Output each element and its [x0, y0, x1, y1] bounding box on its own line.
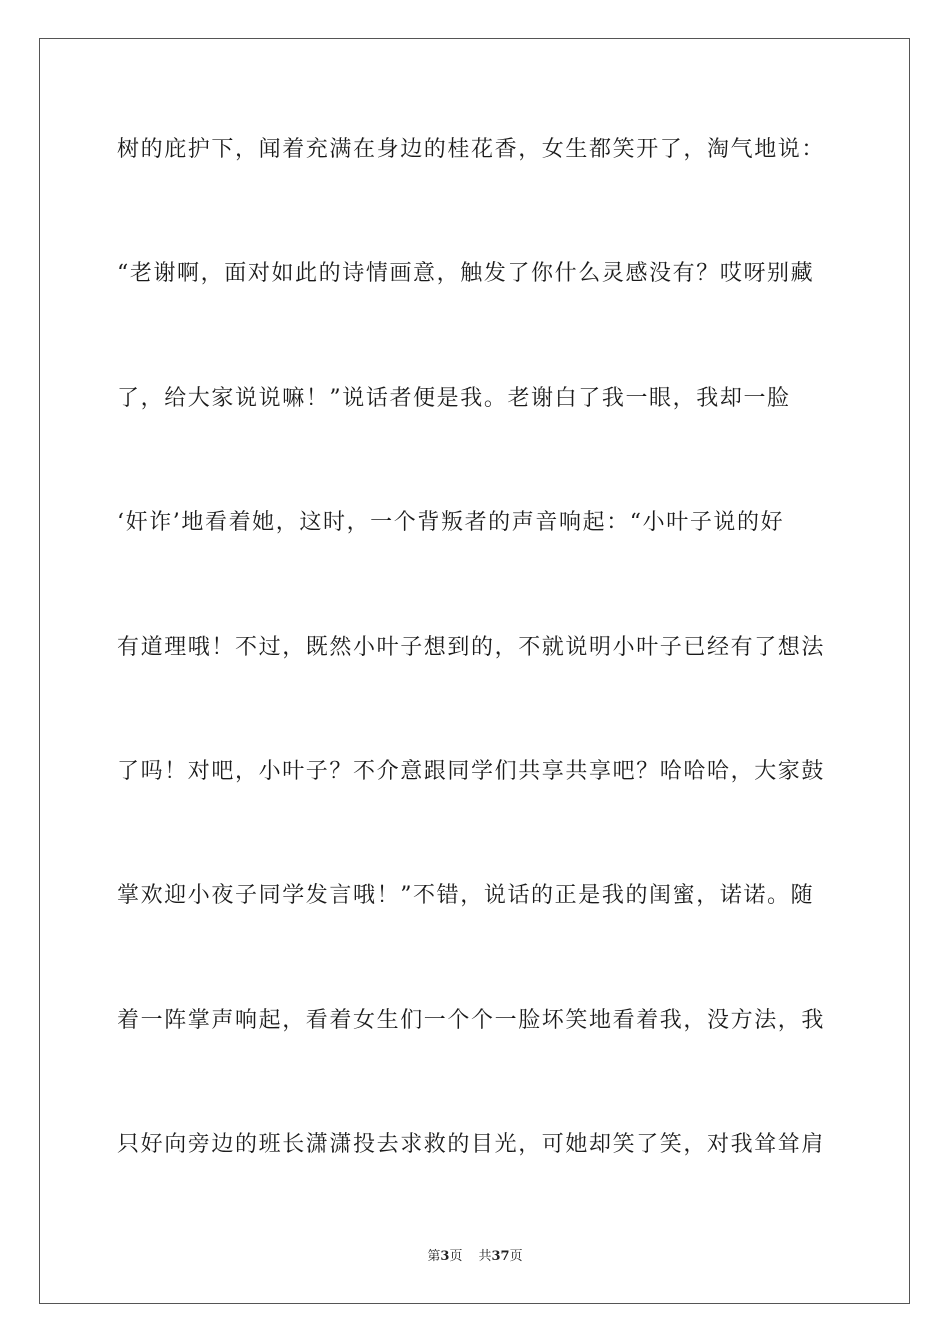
text-line: 只好向旁边的班长潇潇投去求救的目光，可她却笑了笑，对我耸耸肩	[117, 1132, 826, 1157]
page-prefix: 第	[427, 1249, 441, 1264]
page-number: 3	[440, 1249, 450, 1264]
text-line: 有道理哦！不过，既然小叶子想到的，不就说明小叶子已经有了想法	[117, 635, 826, 660]
total-pages-indicator	[478, 1249, 522, 1264]
text-line: “老谢啊，面对如此的诗情画意，触发了你什么灵感没有？哎呀别藏	[117, 261, 815, 286]
text-line: ‘奸诈’地看着她，这时，一个背叛者的声音响起：“小叶子说的好	[117, 510, 785, 535]
page-suffix: 页	[449, 1249, 463, 1264]
text-line: 掌欢迎小夜子同学发言哦！”不错，说话的正是我的闺蜜，诺诺。随	[117, 883, 815, 908]
page-border	[39, 38, 910, 1304]
page-indicator	[427, 1249, 462, 1264]
text-line: 了吗！对吧，小叶子？不介意跟同学们共享共享吧？哈哈哈，大家鼓	[117, 759, 826, 784]
total-pages: 37	[491, 1249, 510, 1264]
total-suffix: 页	[509, 1249, 523, 1264]
text-line: 了，给大家说说嘛！”说话者便是我。老谢白了我一眼，我却一脸	[117, 386, 791, 411]
page-footer	[0, 1249, 950, 1265]
total-prefix: 共	[478, 1249, 492, 1264]
text-line: 着一阵掌声响起，看着女生们一个个一脸坏笑地看着我，没方法，我	[117, 1008, 826, 1033]
text-line: 树的庇护下，闻着充满在身边的桂花香，女生都笑开了，淘气地说：	[117, 137, 826, 162]
